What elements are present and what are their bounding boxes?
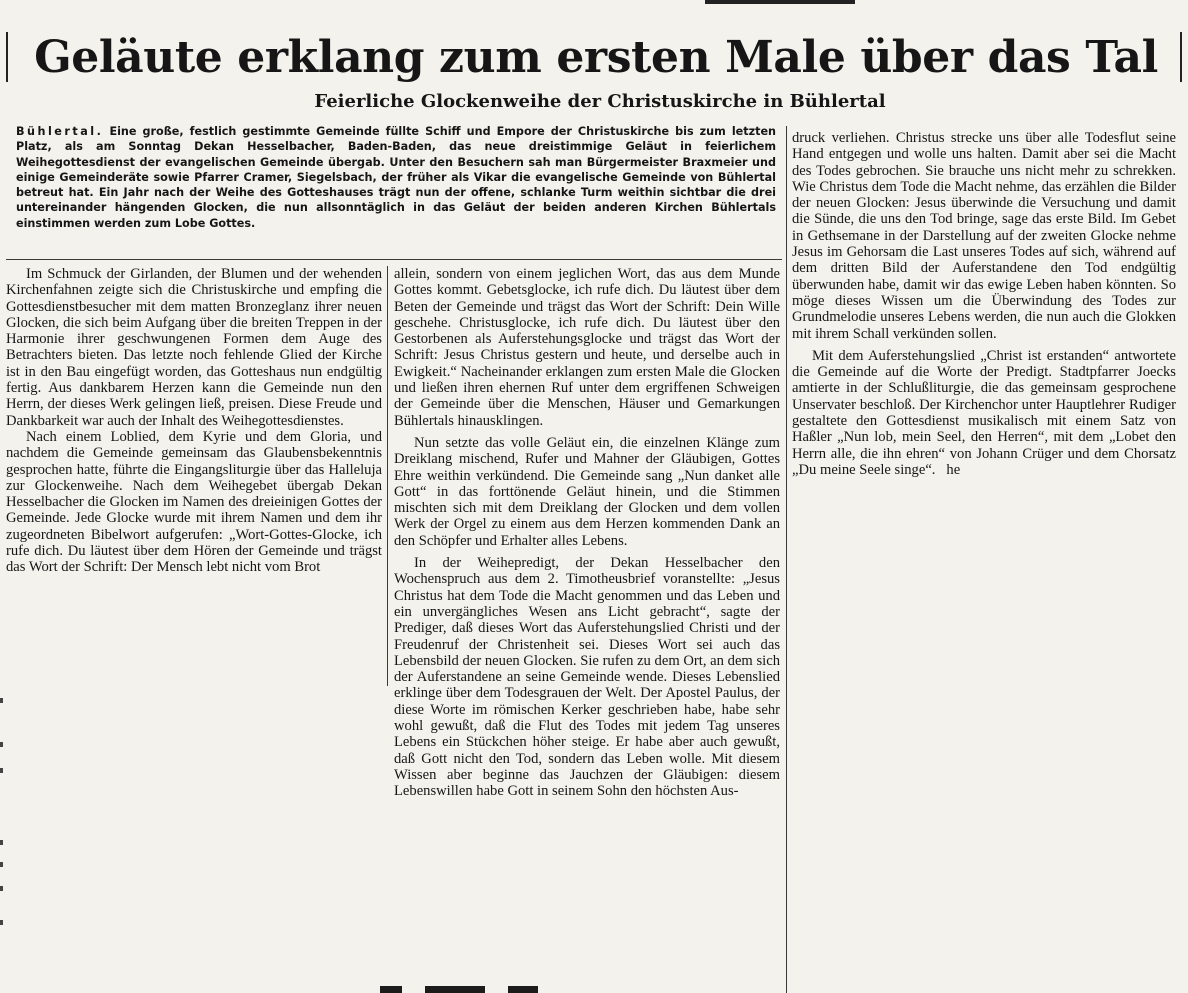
column3-paragraph-1: druck verliehen. Christus strecke uns über alle Todesflut seine Hand entgegen und wolle uns halten. Damit aber sei die Macht des Todes gebrochen. Sie brauche uns nicht mehr zu schrekken. Wie Christus dem Tode die Macht nehme, das erzählen die Bilder der neuen Glocken: Jesus überwinde die Versuchung und damit die Sünde, die uns den Tod bringe, sage das erste Bild. Im Gebet in Gethsemane in der Darstellung auf der zweiten Glocke nehme Jesus im Gehorsam die Last unseres Todes auf sich, während auf dem dritten Bild der Auferstandene den Tod endgültig überwunden habe, damit wir das ewige Leben haben könnten. So möge dieses Wissen um die Überwindung des Todes zur Grundmelodie unseres Lebens werden, die nun auch die Glokken mit ihrem Schall verkünden sollen.: [792, 130, 1176, 342]
dateline-place: Bühlertal.: [16, 125, 104, 138]
author-signature: he: [946, 461, 961, 478]
column-divider-2: [786, 126, 787, 993]
margin-mark: [0, 886, 3, 891]
column1-paragraph-1: Im Schmuck der Girlanden, der Blumen und der wehenden Kirchenfahnen zeigte sich die Christuskirche und empfing die Gottesdienstbesucher mit dem matten Bronzeglanz ihrer neuen Glocken, die sich beim Aufgang über die breiten Treppen in der Harmonie ihrer geschwungenen Formen dem Auge des Betrachters bieten. Das letzte noch fehlende Glied der Kirche ist in den Bau eingefügt worden, das Gotteshaus nun endgültig fertig. Aus dankbarem Herzen kann die Gemeinde nun den Herrn, der dieses Werk gelingen ließ, preisen. Diese Freude und Dankbarkeit war auch der Inhalt des Weihegottesdienstes.: [6, 266, 382, 429]
column3-paragraph-2-text: Mit dem Auferstehungslied „Christ ist erstanden“ antwortete die Gemeinde auf die Worte der Predigt. Stadtpfarrer Joecks amtierte in der Schlußliturgie, die das gemeinsam gesprochene Unservater beschloß. Der Kirchenchor unter Hauptlehrer Rudiger gestaltete den Gottesdienst musikalisch mit einem Satz von Haßler „Nun lob, mein Seel, den Herren“, mit dem „Lobet den Herrn alle, die ihn ehren“ von Johann Crüger und dem Chorsatz „Du meine Seele singe“.: [792, 347, 1176, 478]
margin-mark: [0, 768, 3, 773]
margin-mark: [0, 840, 3, 845]
previous-article-fragment: [0, 0, 1188, 22]
column2-paragraph-3: In der Weihepredigt, der Dekan Hesselbacher den Wochenspruch aus dem 2. Timotheusbrief voranstellte: „Jesus Christus hat dem Tode die Macht genommen und das Leben und ein unvergängliches Wesen ans Licht gebracht“, sagte der Prediger, daß dieses Wort das Auferstehungslied Christi und der Freudenruf der Christenheit sei. Dieses Wort sei auch das Lebensbild der neuen Glocken. Sie rufen zu dem Ort, an dem sich der Auferstandene an seine Gemeinde wende. Dieses Lebenslied erklinge über dem Todesgrauen der Welt. Der Apostel Paulus, der diese Worte im römischen Kerker geschrieben habe, habe sehr wohl gewußt, daß die Flut des Todes mit jedem Tag unseres Lebens ein Stückchen höher steige. Er habe aber auch gewußt, daß Gott nicht den Tod, sondern das Leben wolle. Mit diesem Wissen aber beginne das Jauchzen der Gläubigen: diesem Lebenswillen habe Gott in seinem Sohn den höchsten Aus-: [394, 555, 780, 800]
cut-off-glyph: [380, 986, 402, 993]
headline-left-rule: [6, 32, 8, 82]
margin-mark: [0, 920, 3, 925]
cut-off-heading-fragment: [705, 0, 855, 4]
lead-paragraph: [16, 124, 776, 231]
column-divider-1: [387, 266, 388, 686]
margin-mark: [0, 862, 3, 867]
article-column-1: [6, 266, 382, 686]
lead-text: Eine große, festlich gestimmte Gemeinde füllte Schiff und Empore der Christuskirche bis zum letzten Platz, als am Sonntag Dekan Hesselbacher, Baden-Baden, das neue dreistimmige Geläut in feierlichem Weihegottesdienst der evangelischen Gemeinde übergab. Unter den Besuchern sah man Bürgermeister Braxmeier und einige Gemeinderäte sowie Pfarrer Cramer, Siegelsbach, der früher als Vikar die evangelische Gemeinde von Bühlertal betreut hat. Ein Jahr nach der Weihe des Gotteshauses trägt nun der offene, schlanke Turm weithin sichtbar die drei untereinander hängenden Glocken, die nun allsonntäglich in das Geläut der beiden anderen Kirchen Bühlertals einstimmen werden zum Lobe Gottes.: [16, 125, 776, 230]
lead-separator-line: [6, 259, 782, 260]
cut-off-glyph: [508, 986, 538, 993]
left-margin-marks: [0, 690, 4, 950]
article-column-3: [792, 130, 1176, 580]
margin-mark: [0, 742, 3, 747]
column2-paragraph-1: allein, sondern von einem jeglichen Wort, das aus dem Munde Gottes kommt. Gebetsglocke, ich rufe dich. Du läutest über dem Beten der Gemeinde und trägst das Wort der Schrift: Dein Wille geschehe. Christusglocke, ich rufe dich. Du läutest über den Gestorbenen als Auferstehungsglocke und trägst das Wort der Schrift: Jesus Christus gestern und heute, und derselbe auch in Ewigkeit.“ Nacheinander erklangen zum ersten Male die Glocken und ließen ihren ehernen Ruf unter dem ergriffenen Schweigen der Gemeinde über die Menschen, Häuser und Gemarkungen Bühlertals hinausklingen.: [394, 266, 780, 429]
margin-mark: [0, 698, 3, 703]
column3-paragraph-2: [792, 348, 1176, 478]
column1-paragraph-2: Nach einem Loblied, dem Kyrie und dem Gloria, und nachdem die Gemeinde gemeinsam das Glaubensbekenntnis gesprochen hatte, führte die Eingangsliturgie über das Halleluja zur Glockenweihe. Nach dem Weihegebet übergab Dekan Hesselbacher die Glocken im Namen des dreieinigen Gottes der Gemeinde. Jede Glocke wurde mit ihrem Namen und dem ihr zugeordneten Bibelwort aufgerufen: „Wort-Gottes-Glocke, ich rufe dich. Du läutest über dem Hören der Gemeinde und trägst das Wort der Schrift: Der Mensch lebt nicht vom Brot: [6, 428, 382, 576]
next-article-fragment: [380, 978, 620, 993]
headline-right-rule: [1180, 32, 1182, 82]
column2-paragraph-2: Nun setzte das volle Geläut ein, die einzelnen Klänge zum Dreiklang mischend, Rufer und Mahner der Gläubigen, Gottes Ehre weithin verkündend. Die Gemeinde sang „Nun danket alle Gott“ in das forttönende Geläut hinein, und die Stimmen mischten sich mit dem Dreiklang der Glocken und dem vollen Werk der Orgel zu einem aus dem Herzen kommenden Dank an den Schöpfer und Erhalter alles Lebens.: [394, 434, 780, 549]
article-column-2: [394, 266, 780, 966]
article-subheadline: Feierliche Glockenweihe der Christuskirche in Bühlertal: [314, 91, 886, 112]
article-headline: Geläute erklang zum ersten Male über das Tal: [34, 32, 1158, 83]
cut-off-glyph: [425, 986, 485, 993]
